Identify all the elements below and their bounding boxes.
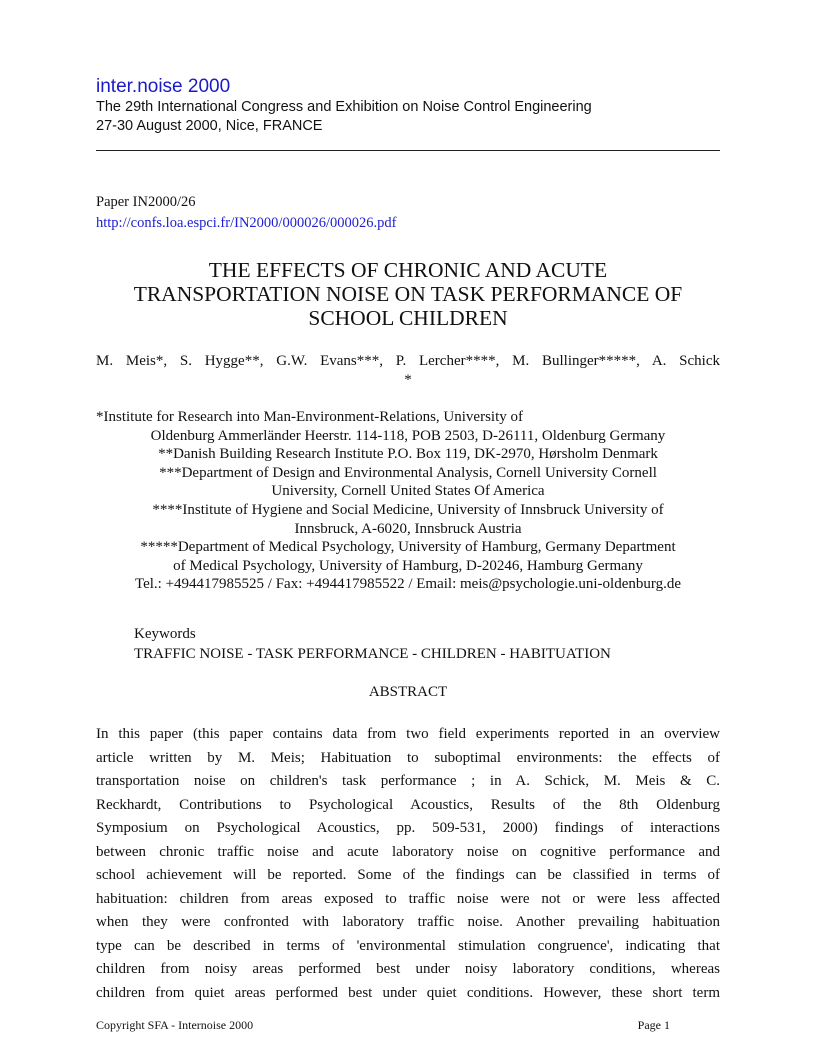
keywords-heading: Keywords xyxy=(134,626,196,642)
title-line: THE EFFECTS OF CHRONIC AND ACUTE xyxy=(208,258,608,282)
footer-copyright: Copyright SFA - Internoise 2000 xyxy=(96,1018,254,1032)
author-list xyxy=(96,352,720,390)
affiliations xyxy=(84,408,732,594)
contact-line: Tel.: +494417985525 / Fax: +494417985522 / Email: meis@psychologie.uni-oldenburg.de xyxy=(134,576,682,593)
abstract-body xyxy=(96,723,720,1005)
conference-header xyxy=(96,76,736,136)
abstract-heading: ABSTRACT xyxy=(368,684,448,700)
keywords-terms: TRAFFIC NOISE - TASK PERFORMANCE - CHILDREN - HABITUATION xyxy=(134,646,611,662)
authors-line-continued: * xyxy=(404,372,412,388)
authors-line: M. Meis*, S. Hygge**, G.W. Evans***, P. Lercher****, M. Bullinger*****, A. Schick xyxy=(96,353,720,369)
affiliation-line: University, Cornell United States Of America xyxy=(271,483,545,500)
header-divider xyxy=(96,150,720,151)
abstract-line: when they were confronted with laboratory traffic noise. Another prevailing habituation xyxy=(96,914,720,930)
abstract-line: article written by M. Meis; Habituation to suboptimal environments: the effects of xyxy=(96,749,720,766)
conference-name: inter.noise 2000 xyxy=(96,76,231,97)
abstract-line: type can be described in terms of 'environmental stimulation congruence', indicating that xyxy=(96,937,720,954)
affiliation-line: ****Institute of Hygiene and Social Medicine, University of Innsbruck University of xyxy=(152,501,664,518)
affiliation-line: of Medical Psychology, University of Hamburg, D-20246, Hamburg Germany xyxy=(173,557,643,574)
paper-id: Paper IN2000/26 xyxy=(96,194,196,210)
abstract-line: In this paper (this paper contains data from two field experiments reported in an overview xyxy=(96,726,720,742)
affiliation-line: ***Department of Design and Environmental Analysis, Cornell University Cornell xyxy=(159,464,657,481)
congress-name: The 29th International Congress and Exhibition on Noise Control Engineering xyxy=(96,99,592,115)
affiliation-line: Innsbruck, A-6020, Innsbruck Austria xyxy=(294,520,522,537)
abstract-line: children from noisy areas performed best under noisy laboratory conditions, whereas xyxy=(96,961,720,977)
abstract-line: children from quiet areas performed best under quiet conditions. However, these short term xyxy=(96,984,720,1001)
affiliation-line: *****Department of Medical Psychology, University of Hamburg, Germany Department xyxy=(140,539,676,556)
paper-title xyxy=(96,258,720,330)
affiliation-line: *Institute for Research into Man-Environment-Relations, University of xyxy=(96,409,523,425)
title-line: SCHOOL CHILDREN xyxy=(308,306,508,330)
abstract-line: transportation noise on children's task performance ; in A. Schick, M. Meis & C. xyxy=(96,773,720,789)
abstract-line: school achievement will be reported. Some of the findings can be classified in terms of xyxy=(96,867,720,883)
abstract-line: Reckhardt, Contributions to Psychological Acoustics, Results of the 8th Oldenburg xyxy=(96,796,720,813)
abstract-line: between chronic traffic noise and acute laboratory noise on cognitive performance and xyxy=(96,843,720,860)
affiliation-line: **Danish Building Research Institute P.O. Box 119, DK-2970, Hørsholm Denmark xyxy=(158,446,658,463)
abstract-line: Symposium on Psychological Acoustics, pp. 509-531, 2000) findings of interactions xyxy=(96,820,720,836)
affiliation-line: Oldenburg Ammerländer Heerstr. 114-118, POB 2503, D-26111, Oldenburg Germany xyxy=(150,427,666,444)
page-number: Page 1 xyxy=(637,1018,670,1032)
abstract-line: habituation: children from areas exposed to traffic noise were not or were less affected xyxy=(96,890,720,907)
keywords-section xyxy=(134,624,611,664)
paper-url-link[interactable]: http://confs.loa.espci.fr/IN2000/000026/000026.pdf xyxy=(96,215,397,231)
title-line: TRANSPORTATION NOISE ON TASK PERFORMANCE OF xyxy=(133,282,683,306)
conference-dates-location: 27-30 August 2000, Nice, FRANCE xyxy=(96,118,323,134)
